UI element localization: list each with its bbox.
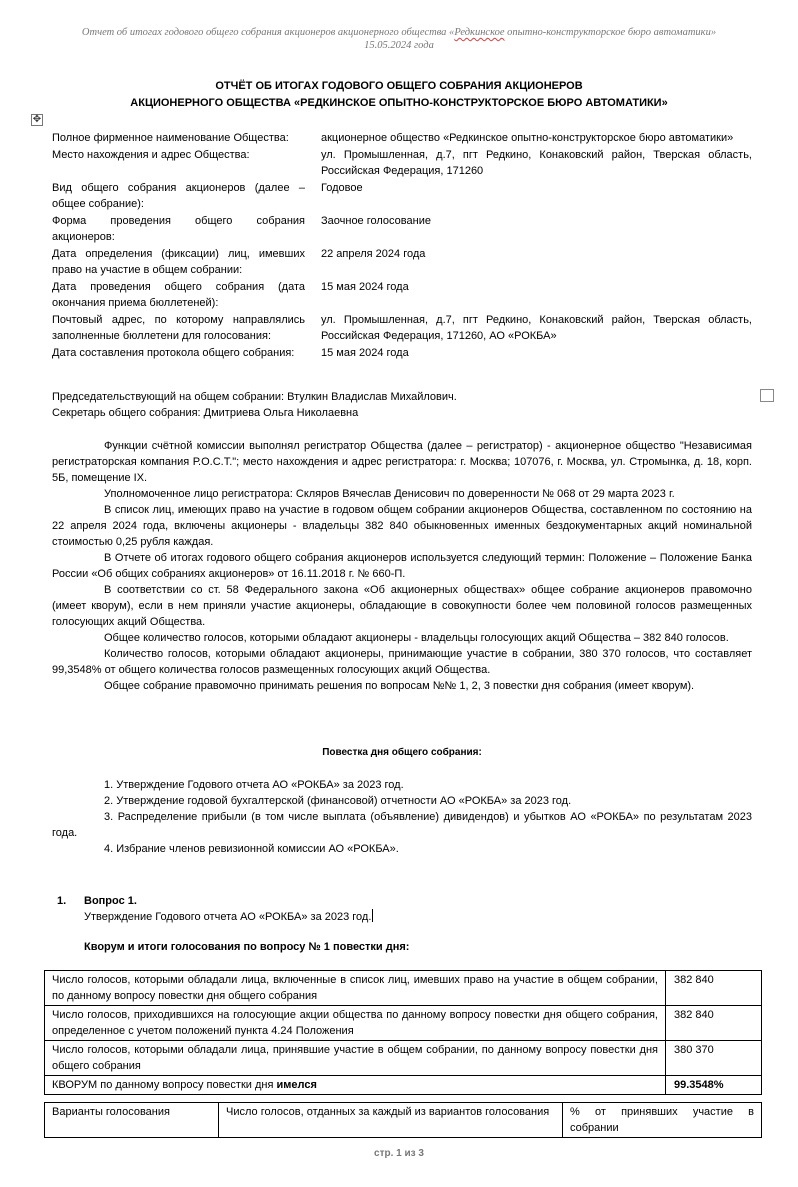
info-label: Дата составления протокола общего собрания: [52, 347, 295, 359]
header-note-part1: Отчет об итогах годового общего собрания акционеров акционерного общества « [81, 27, 455, 38]
quorum-value: 380 370 [666, 1041, 762, 1076]
paragraph: Общее собрание правомочно принимать решения по вопросам №№ 1, 2, 3 повестки дня собрания (имеет кворум). [104, 680, 695, 692]
question-text[interactable] [84, 909, 373, 925]
quorum-label: Число голосов, которыми обладали лица, включенные в список лиц, имевших право на участие в общем собрании, по данному вопросу повестки дня общего собрания [45, 971, 666, 1006]
agenda-list [52, 777, 752, 857]
info-row [52, 246, 752, 279]
column-header: % от принявших участие в собрании [563, 1103, 762, 1138]
quorum-value: 382 840 [666, 1006, 762, 1041]
company-info-table [52, 130, 752, 362]
quorum-heading: Кворум и итоги голосования по вопросу № 1 повестки дня: [84, 941, 410, 953]
paragraph: Уполномоченное лицо регистратора: Скляров Вячеслав Денисович по доверенности № 068 от 29 марта 2023 г. [104, 488, 675, 500]
title-line-1: ОТЧЁТ ОБ ИТОГАХ ГОДОВОГО ОБЩЕГО СОБРАНИЯ АКЦИОНЕРОВ [215, 80, 583, 92]
info-label: Дата определения (фиксации) лиц, имевших право на участие в общем собрании: [52, 248, 305, 276]
document-title [40, 78, 758, 112]
table-row [45, 1076, 762, 1095]
chairman-line: Председательствующий на общем собрании: Втулкин Владислав Михайлович. [52, 391, 457, 403]
question-number: 1. [57, 895, 67, 907]
paragraph: Количество голосов, которыми обладают акционеры, принимающие участие в собрании, 380 370 голосов, что составляет 99,3548% от общего количества голосов размещенных голосующих акций Общества. [52, 648, 752, 676]
running-header [40, 26, 758, 52]
question-text-content: Утверждение Годового отчета АО «РОКБА» за 2023 год. [84, 911, 372, 923]
info-row [52, 213, 752, 246]
quorum-value: 382 840 [666, 971, 762, 1006]
agenda-title: Повестка дня общего собрания: [322, 747, 482, 758]
info-value: 15 мая 2024 года [321, 347, 409, 359]
table-row [45, 971, 762, 1006]
info-label: Вид общего собрания акционеров (далее – общее собрание): [52, 182, 305, 210]
agenda-item: 4. Избрание членов ревизионной комиссии АО «РОКБА». [104, 843, 399, 855]
paragraph: В соответствии со ст. 58 Федерального закона «Об акционерных обществах» общее собрание акционеров правомочно (имеет кворум), если в нем приняли участие акционеры, обладающие в совокупности более чем половиной голосов размещенных голосующих акций Общества. [52, 584, 752, 628]
info-label: Дата проведения общего собрания (дата окончания приема бюллетеней): [52, 281, 305, 309]
move-icon[interactable]: ✥ [32, 114, 42, 125]
agenda-item: 1. Утверждение Годового отчета АО «РОКБА» за 2023 год. [104, 779, 404, 791]
title-line-2: АКЦИОНЕРНОГО ОБЩЕСТВА «РЕДКИНСКОЕ ОПЫТНО-КОНСТРУКТОРСКОЕ БЮРО АВТОМАТИКИ» [130, 97, 668, 109]
table-header-row [45, 1103, 762, 1138]
vote-results-table [44, 1102, 762, 1138]
info-row [52, 180, 752, 213]
quorum-final-status: имелся [276, 1079, 317, 1091]
question-title: Вопрос 1. [84, 895, 137, 907]
info-row [52, 147, 752, 180]
text-cursor [372, 909, 373, 922]
paragraph: В список лиц, имеющих право на участие в годовом общем собрании акционеров Общества, составленном по состоянию на 22 апреля 2024 года, включены акционеры - владельцы 382 840 обыкновенных именных бездокументарных акций номинальной стоимостью 0,25 рубля каждая. [52, 504, 752, 548]
info-label: Полное фирменное наименование Общества: [52, 132, 289, 144]
agenda-item: 3. Распределение прибыли (в том числе выплата (объявление) дивидендов) и убытков АО «РОКБА» по результатам 2023 года. [52, 811, 752, 839]
quorum-label: Число голосов, которыми обладали лица, принявшие участие в общем собрании, по данному вопросу повестки дня общего собрания [45, 1041, 666, 1076]
info-value: акционерное общество «Редкинское опытно-конструкторское бюро автоматики» [321, 132, 734, 144]
info-value: Заочное голосование [321, 215, 431, 227]
quorum-final-label [45, 1076, 666, 1095]
info-value: 22 апреля 2024 года [321, 248, 426, 260]
info-label: Форма проведения общего собрания акционеров: [52, 215, 305, 243]
checkbox-placeholder[interactable] [760, 389, 774, 402]
info-value: 15 мая 2024 года [321, 281, 409, 293]
header-note-date: 15.05.2024 года [364, 40, 434, 51]
info-value: Годовое [321, 182, 363, 194]
paragraph: Функции счётной комиссии выполнял регистратор Общества (далее – регистратор) - акционерное общество "Независимая регистраторская компания Р.О.С.Т."; место нахождения и адрес регистратора: г. Москва; 107076, г. Москва, ул. Стромынка, д. 18, корп. 5Б, помещение IX. [52, 440, 752, 484]
info-value: ул. Промышленная, д.7, пгт Редкино, Конаковский район, Тверская область, Российская Федерация, 171260, АО «РОКБА» [321, 314, 752, 342]
page-number: стр. 1 из 3 [374, 1148, 424, 1159]
header-note-part2: опытно-конструкторское бюро автоматики» [504, 27, 717, 38]
info-label: Место нахождения и адрес Общества: [52, 149, 250, 161]
info-value: ул. Промышленная, д.7, пгт Редкино, Конаковский район, Тверская область, Российская Федерация, 171260 [321, 149, 752, 177]
paragraph: В Отчете об итогах годового общего собрания акционеров используется следующий термин: Положение – Положение Банка России «Об общих собраниях акционеров» от 16.11.2018 г. № 660-П. [52, 552, 752, 580]
quorum-final-text: КВОРУМ по данному вопросу повестки дня [52, 1079, 277, 1091]
column-header: Число голосов, отданных за каждый из вариантов голосования [219, 1103, 563, 1138]
table-row [45, 1041, 762, 1076]
quorum-table [44, 970, 762, 1095]
info-row [52, 345, 752, 362]
agenda-item: 2. Утверждение годовой бухгалтерской (финансовой) отчетности АО «РОКБА» за 2023 год. [104, 795, 572, 807]
header-note-misspelled: Редкинское [454, 27, 505, 38]
info-row [52, 312, 752, 345]
info-row [52, 130, 752, 147]
secretary-line: Секретарь общего собрания: Дмитриева Ольга Николаевна [52, 407, 359, 419]
table-row [45, 1006, 762, 1041]
info-row [52, 279, 752, 312]
column-header: Варианты голосования [45, 1103, 219, 1138]
body-paragraphs [52, 438, 752, 694]
paragraph: Общее количество голосов, которыми обладают акционеры - владельцы голосующих акций Общества – 382 840 голосов. [104, 632, 729, 644]
quorum-final-value: 99.3548% [666, 1076, 762, 1095]
info-label: Почтовый адрес, по которому направлялись заполненные бюллетени для голосования: [52, 314, 305, 342]
quorum-label: Число голосов, приходившихся на голосующие акции общества по данному вопросу повестки дня общего собрания, определенное с учетом положений пункта 4.24 Положения [45, 1006, 666, 1041]
